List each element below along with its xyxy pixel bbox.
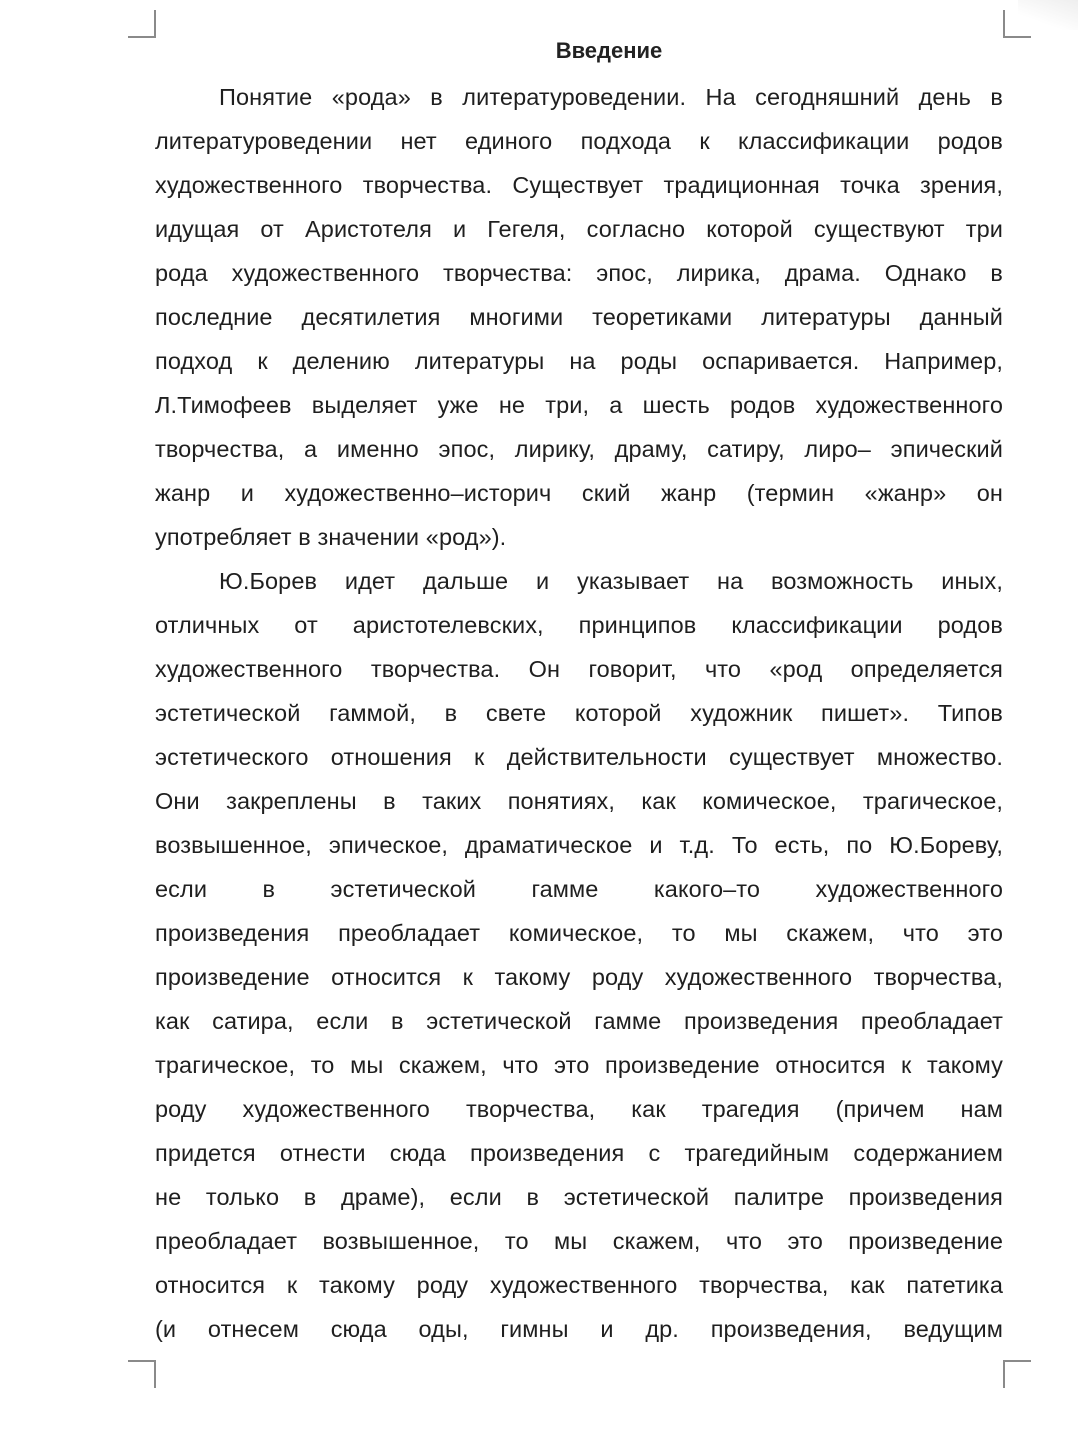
text-line: художественного творчества. Он говорит, что «род определяется [155,656,1003,682]
text-line: подход к делению литературы на роды оспаривается. Например, [155,348,1003,374]
text-line: рода художественного творчества: эпос, лирика, драма. Однако в [155,260,1003,286]
top-left-margin-mark [128,10,156,38]
text-line: идущая от Аристотеля и Гегеля, согласно которой существуют три [155,216,1003,242]
text-line: Они закреплены в таких понятиях, как комическое, трагическое, [155,788,1003,814]
text-line: Л.Тимофеев выделяет уже не три, а шесть родов художественного [155,392,1003,418]
text-line: если в эстетической гамме какого–то художественного [155,876,1003,902]
text-line: жанр и художественно–историч ский жанр (термин «жанр» он [155,480,1003,506]
text-line: трагическое, то мы скажем, что это произведение относится к такому [155,1052,1003,1078]
text-line: произведения преобладает комическое, то мы скажем, что это [155,920,1003,946]
bottom-right-margin-mark [1003,1360,1031,1388]
text-line: Понятие «рода» в литературоведении. На сегодняшний день в [219,84,1003,110]
text-line: (и отнесем сюда оды, гимны и др. произведения, ведущим [155,1316,1003,1342]
text-line: литературоведении нет единого подхода к классификации родов [155,128,1003,154]
text-line: возвышенное, эпическое, драматическое и т.д. То есть, по Ю.Бореву, [155,832,1003,858]
text-line: последние десятилетия многими теоретиками литературы данный [155,304,1003,330]
text-line: произведение относится к такому роду художественного творчества, [155,964,1003,990]
bottom-left-margin-mark [128,1360,156,1388]
text-line: придется отнести сюда произведения с трагедийным содержанием [155,1140,1003,1166]
text-line: относится к такому роду художественного творчества, как патетика [155,1272,1003,1298]
text-line: не только в драме), если в эстетической палитре произведения [155,1184,1003,1210]
document-body[interactable] [155,33,1003,1351]
text-line: как сатира, если в эстетической гамме произведения преобладает [155,1008,1003,1034]
text-line: эстетического отношения к действительности существует множество. [155,744,1003,770]
text-line: употребляет в значении «род»). [155,524,507,550]
text-line: эстетической гаммой, в свете которой художник пишет». Типов [155,700,1003,726]
top-right-margin-mark [1003,10,1031,38]
text-line: художественного творчества. Существует традиционная точка зрения, [155,172,1003,198]
document-title: Введение [555,38,663,63]
text-lines [155,75,1003,1351]
text-line: отличных от аристотелевских, принципов классификации родов [155,612,1003,638]
text-line: творчества, а именно эпос, лирику, драму, сатиру, лиро– эпический [155,436,1003,462]
text-line: Ю.Борев идет дальше и указывает на возможность иных, [219,568,1003,594]
text-line: роду художественного творчества, как трагедия (причем нам [155,1096,1003,1122]
text-line: преобладает возвышенное, то мы скажем, что это произведение [155,1228,1003,1254]
